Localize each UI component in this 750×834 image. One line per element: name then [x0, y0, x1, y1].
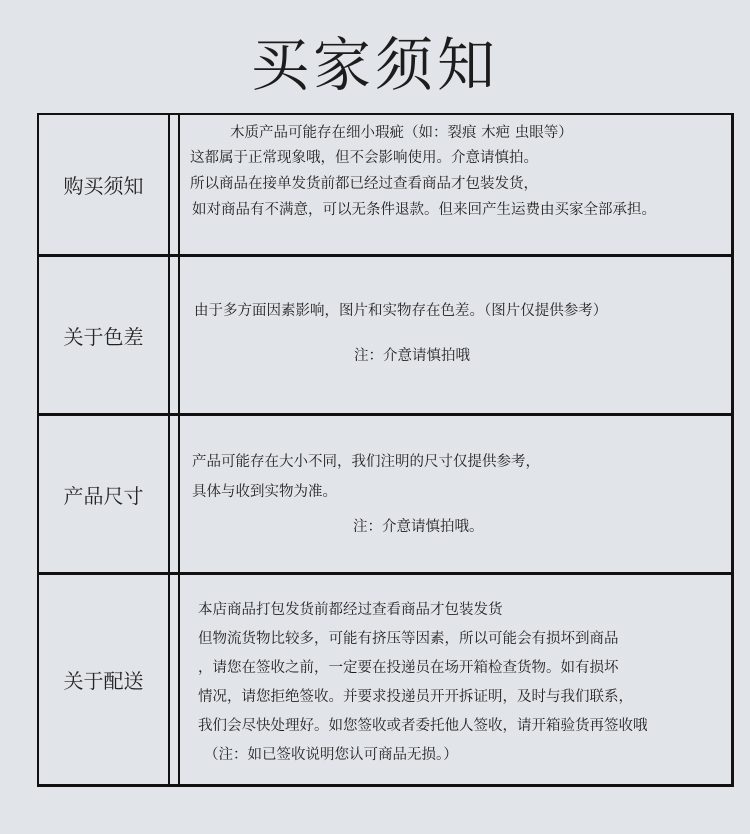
section-content: [180, 115, 731, 254]
section-color-difference: [39, 254, 731, 413]
section-content: [180, 575, 731, 784]
content-line: 产品可能存在大小不同，我们注明的尺寸仅提供参考，: [192, 454, 540, 470]
content-line: 这都属于正常现象哦，但不会影响使用。介意请慎拍。: [190, 150, 538, 166]
divider: [170, 115, 180, 254]
section-label: 产品尺寸: [39, 416, 170, 572]
content-line: 具体与收到实物为准。: [192, 484, 337, 500]
content-line: 所以商品在接单发货前都已经过查看商品才包装发货，: [190, 176, 538, 192]
content-line: 木质产品可能存在细小瑕疵（如：裂痕 木疤 虫眼等）: [230, 125, 573, 141]
content-line: ，请您在签收之前，一定要在投递员在场开箱检查货物。如有损坏: [198, 660, 619, 676]
notice-table: [37, 113, 734, 787]
content-line: 我们会尽快处理好。如您签收或者委托他人签收，请开箱验货再签收哦: [198, 718, 648, 734]
section-delivery: [39, 572, 731, 784]
page-title: 买家须知: [250, 31, 499, 99]
section-content: [180, 416, 731, 572]
section-purchase-notice: [39, 115, 731, 254]
divider: [170, 257, 180, 413]
content-line: 本店商品打包发货前都经过查看商品才包装发货: [198, 602, 503, 618]
divider: [170, 575, 180, 784]
content-line: 情况，请您拒绝签收。并要求投递员开开拆证明，及时与我们联系，: [198, 689, 633, 705]
content-line: （注：如已签收说明您认可商品无损。）: [204, 747, 458, 763]
section-label: 关于配送: [39, 575, 170, 784]
content-line: 由于多方面因素影响，图片和实物存在色差。（图片仅提供参考）: [194, 303, 608, 319]
section-content: [180, 257, 731, 413]
section-label: 关于色差: [39, 257, 170, 413]
content-line: 注：介意请慎拍哦。: [353, 519, 484, 535]
section-product-size: [39, 413, 731, 572]
content-line: 注：介意请慎拍哦: [354, 348, 470, 364]
section-label: 购买须知: [39, 115, 170, 254]
divider: [170, 416, 180, 572]
content-line: 如对商品有不满意，可以无条件退款。但来回产生运费由买家全部承担。: [192, 202, 656, 218]
content-line: 但物流货物比较多，可能有挤压等因素，所以可能会有损坏到商品: [198, 631, 619, 647]
